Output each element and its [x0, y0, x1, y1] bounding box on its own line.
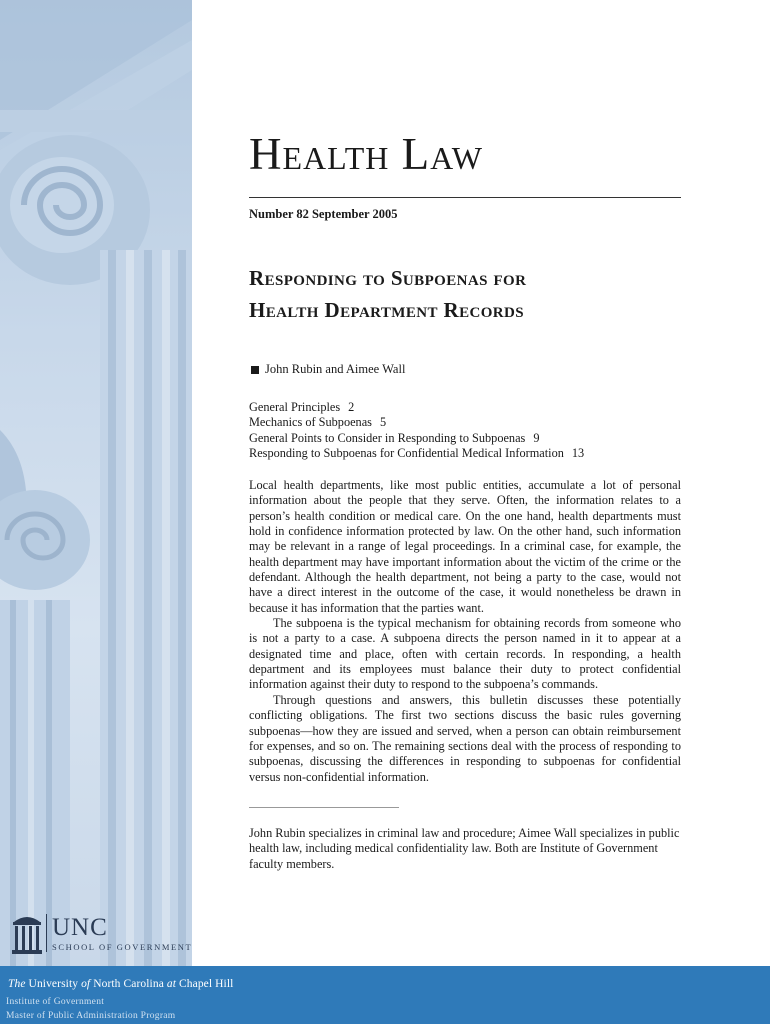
mpa-line: Master of Public Administration Program [6, 1011, 176, 1021]
institute-line: Institute of Government [6, 997, 105, 1007]
article-title-line1: Responding to Subpoenas for [249, 266, 527, 290]
logo-divider [46, 914, 47, 952]
article-body [249, 478, 681, 785]
issue-number-date: Number 82 September 2005 [249, 207, 398, 221]
article-title-line2: Health Department Records [249, 298, 525, 322]
column-capital-image [0, 0, 192, 966]
body-paragraph: Through questions and answers, this bulletin discusses these potentially conflicting obligations. The first two sections discuss the basic rules governing subpoenas—how they are issued and served, when a person can obtain reimbursement for expenses, and so on. The remaining sections deal with the process of responding to subpoenas, discussing the differences in responding to subpoenas for confidential versus non-confidential information. [249, 692, 681, 784]
footnote-rule [249, 807, 399, 808]
logo-unc-text: UNC [52, 914, 108, 941]
body-paragraph: Local health departments, like most public entities, accumulate a lot of personal information about the people that they serve. Often, the information relates to a person’s health condition or medical care. On the one hand, health departments must hold in confidence information protected by law. On the other hand, such information may be relevant in a range of legal proceedings. In a criminal case, for example, the health department may have important information about the victim of the crime or the defendant. Although the health department, not being a party to the case, would not have a direct interest in the outcome of the case, it would nonetheless be drawn in because it has information that the parties want. [249, 478, 681, 615]
title-rule [249, 197, 681, 198]
toc-item: Mechanics of Subpoenas 5 [249, 415, 387, 430]
table-of-contents [249, 400, 584, 462]
logo-subtitle: SCHOOL OF GOVERNMENT [52, 942, 193, 952]
authors-text: John Rubin and Aimee Wall [265, 362, 406, 376]
toc-item: General Principles 2 [249, 400, 355, 414]
toc-item: General Points to Consider in Responding to Subpoenas 9 [249, 430, 540, 445]
toc-item: Responding to Subpoenas for Confidential Medical Information 13 [249, 446, 585, 461]
university-name: The University of North Carolina at Chapel Hill [8, 978, 234, 990]
article-title [249, 262, 689, 326]
cover-illustration [0, 0, 192, 966]
authors [251, 362, 405, 377]
square-bullet-icon [251, 366, 259, 374]
author-note: John Rubin specializes in criminal law and procedure; Aimee Wall specializes in public health law, including medical confidentiality law. Both are Institute of Government faculty members. [249, 826, 680, 871]
series-title: Health Law [249, 129, 483, 179]
body-paragraph: The subpoena is the typical mechanism for obtaining records from someone who is not a party to a case. A subpoena directs the person named in it to appear at a designated time and place, often with certain records. In responding, a health department and its employees must balance their duty to protect confidential information against their duty to respond to the subpoena’s commands. [249, 616, 681, 692]
